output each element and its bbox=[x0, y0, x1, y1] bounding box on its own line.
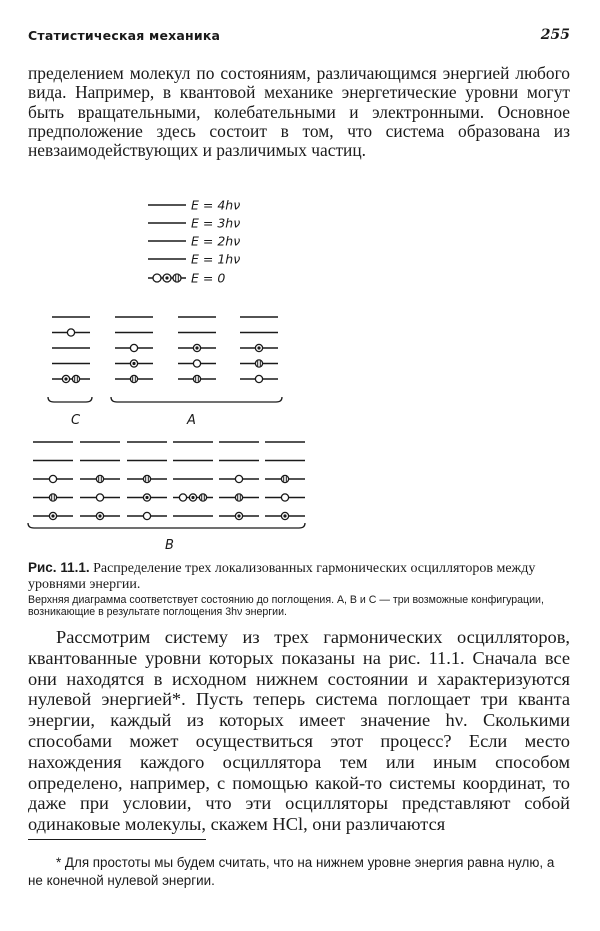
group-brace bbox=[48, 397, 92, 402]
configuration-panel bbox=[240, 317, 278, 383]
oscillator-marker-2 bbox=[130, 360, 137, 367]
energy-level-label: E = 0 bbox=[191, 270, 226, 286]
figure-caption bbox=[28, 560, 573, 618]
footnote: * Для простоты мы будем считать, что на нижнем уровне энергия равна нулю, а не конечной нулевой энергии. bbox=[28, 855, 555, 888]
oscillator-marker-1 bbox=[49, 475, 56, 482]
caption-label: Рис. 11.1. bbox=[28, 560, 90, 575]
oscillator-marker-2 bbox=[255, 344, 262, 351]
configuration-panel bbox=[80, 442, 120, 520]
page-header-title: Статистическая механика bbox=[28, 28, 221, 43]
initial-state-levels bbox=[148, 198, 240, 286]
group-brace bbox=[111, 397, 282, 402]
oscillator-marker-3 bbox=[130, 375, 137, 382]
oscillator-marker-1 bbox=[179, 494, 186, 501]
oscillator-marker-3 bbox=[143, 475, 150, 482]
configurations-row-b bbox=[28, 442, 305, 528]
configurations-row-c-a bbox=[48, 317, 282, 402]
oscillator-marker-3 bbox=[96, 475, 103, 482]
paragraph-main: Рассмотрим систему из трех гармонических осцилляторов, квантованные уровни которых показаны на рис. 11.1. Сначала все они находятся в исходном нижнем состоянии и характеризуются нулевой энергией*. Пусть теперь система поглощает три кванта энергии, каждый из которых имеет значение hν. Сколькими способами может осуществиться этот процесс? Если место нахождения каждого осциллятора тем или иным способом определено, например, с помощью какой-то системы координат, то даже при условии, что эти осцилляторы представляют собой одинаковые молекулы, скажем HCl, они различаются bbox=[28, 627, 570, 835]
configuration-panel bbox=[173, 442, 213, 516]
oscillator-marker-1 bbox=[235, 475, 242, 482]
oscillator-marker-3 bbox=[281, 475, 288, 482]
caption-note: Верхняя диаграмма соответствует состоянию до поглощения. A, B и C — три возможные конфигурации, возникающие в результате поглощения 3hν энергии. bbox=[28, 593, 544, 618]
oscillator-marker-1 bbox=[143, 512, 150, 519]
oscillator-marker-3 bbox=[193, 375, 200, 382]
oscillator-marker-2 bbox=[193, 344, 200, 351]
oscillator-marker-2 bbox=[281, 512, 288, 519]
oscillator-marker-2 bbox=[96, 512, 103, 519]
oscillator-marker-2 bbox=[235, 512, 242, 519]
page-number: 255 bbox=[540, 27, 570, 43]
oscillator-marker-2 bbox=[189, 494, 196, 501]
energy-level-label: E = 3hν bbox=[191, 215, 241, 231]
oscillator-marker-2 bbox=[62, 375, 69, 382]
configuration-panel bbox=[33, 442, 73, 520]
energy-level-diagram bbox=[0, 190, 600, 555]
oscillator-marker-1 bbox=[255, 375, 262, 382]
oscillator-marker-1 bbox=[193, 360, 200, 367]
group-brace bbox=[28, 523, 305, 528]
oscillator-marker-3 bbox=[235, 494, 242, 501]
caption-text: Распределение трех локализованных гармонических осцилляторов между уровнями энергии. bbox=[28, 561, 536, 592]
footnote-divider bbox=[28, 839, 206, 840]
oscillator-marker-3 bbox=[199, 494, 206, 501]
configuration-panel bbox=[178, 317, 216, 383]
energy-level-label: E = 1hν bbox=[191, 251, 241, 267]
oscillator-marker-1 bbox=[153, 274, 161, 282]
oscillator-marker-3 bbox=[72, 375, 79, 382]
oscillator-marker-3 bbox=[255, 360, 262, 367]
oscillator-marker-1 bbox=[130, 344, 137, 351]
oscillator-marker-2 bbox=[49, 512, 56, 519]
paragraph-intro: пределением молекул по состояниям, различающимся энергией любого вида. Например, в квантовой механике энергетические уровни могут быть вращательными, колебательными и электронными. Основное предположение здесь состоит в том, что система образована из невзаимодействующих и различимых частиц. bbox=[28, 63, 570, 161]
oscillator-marker-1 bbox=[96, 494, 103, 501]
oscillator-marker-1 bbox=[281, 494, 288, 501]
oscillator-marker-3 bbox=[49, 494, 56, 501]
configuration-panel bbox=[265, 442, 305, 520]
configuration-panel bbox=[52, 317, 90, 383]
group-label-a: A bbox=[187, 413, 196, 428]
energy-level-label: E = 2hν bbox=[191, 233, 241, 249]
energy-level-label: E = 4hν bbox=[191, 197, 241, 213]
oscillator-marker-3 bbox=[173, 274, 181, 282]
oscillator-marker-1 bbox=[67, 329, 74, 336]
configuration-panel bbox=[219, 442, 259, 520]
group-label-b: B bbox=[165, 538, 174, 553]
group-label-c: C bbox=[71, 413, 81, 428]
oscillator-marker-2 bbox=[163, 274, 171, 282]
configuration-panel bbox=[127, 442, 167, 520]
oscillator-marker-2 bbox=[143, 494, 150, 501]
configuration-panel bbox=[115, 317, 153, 383]
